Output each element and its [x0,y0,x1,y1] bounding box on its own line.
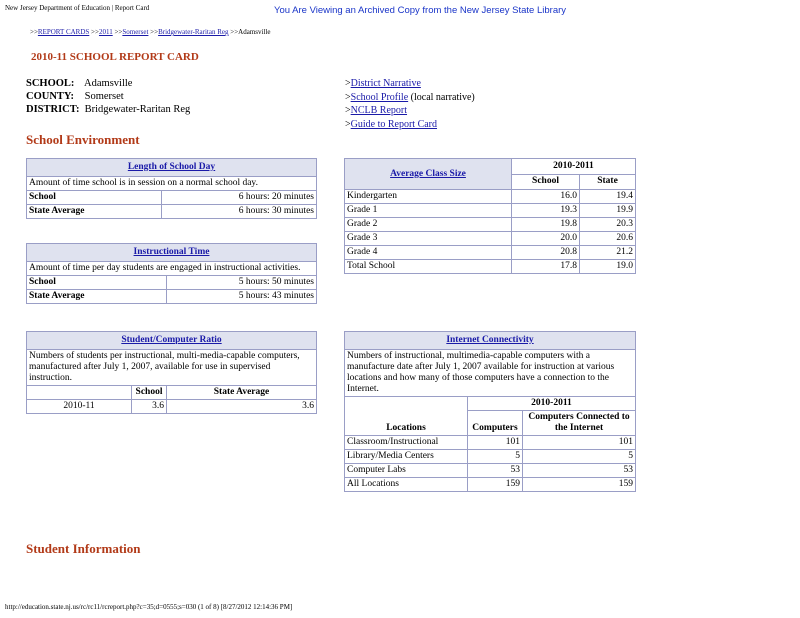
col-school: School [512,174,580,190]
computer-ratio-table [26,331,317,414]
col-state: State [580,174,636,190]
length-of-day-desc: Amount of time school is in session on a normal school day. [27,177,317,191]
table-row: Total School 17.8 19.0 [345,260,636,274]
breadcrumb-year[interactable]: 2011 [98,28,113,36]
school-profile-note: (local narrative) [408,91,475,103]
table-row: Computer Labs 53 53 [345,464,636,478]
class-size-year: 2010-2011 [512,159,636,175]
instructional-time-desc: Amount of time per day students are engaged in instructional activities. [27,262,317,276]
class-size-table [344,158,636,274]
breadcrumb-current: Adamsville [238,28,271,36]
table-row: All Locations 159 159 [345,478,636,492]
length-of-day-table [26,158,317,219]
computer-ratio-desc: Numbers of students per instructional, multi-media-capable computers, manufactured after July 1, 2007, available for use in supervised instruction. [27,350,317,386]
district-name: Bridgewater-Raritan Reg [84,104,191,115]
side-links: >District Narrative >School Profile (local narrative) >NCLB Report >Guide to Report Card [345,78,475,130]
page-footer-url: http://education.state.nj.us/rc/rc11/rcreport.php?c=35;d=0555;s=030 (1 of 8) [8/27/2012 12:14:36 PM] [5,603,293,611]
table-row: 2010-11 3.6 3.6 [27,400,317,414]
county-name: Somerset [84,91,124,102]
nclb-report-link[interactable]: NCLB Report [350,105,408,116]
page-title: 2010-11 SCHOOL REPORT CARD [31,51,199,63]
breadcrumb-county[interactable]: Somerset [122,28,149,36]
computer-ratio-heading[interactable]: Student/Computer Ratio [121,335,222,345]
col-computers: Computers [468,411,523,436]
page-header-text: New Jersey Department of Education | Report Card [5,4,150,12]
breadcrumb: >>REPORT CARDS >>2011 >>Somerset >>Bridgewater-Raritan Reg >>Adamsville [30,28,271,36]
table-row: Grade 2 19.8 20.3 [345,218,636,232]
table-row: Classroom/Instructional 101 101 [345,436,636,450]
instructional-time-table [26,243,317,304]
table-row: School 5 hours: 50 minutes [27,276,317,290]
school-name: Adamsville [84,78,133,89]
school-label: SCHOOL: [26,78,75,89]
breadcrumb-report-cards[interactable]: REPORT CARDS [37,28,90,36]
section-school-environment: School Environment [26,132,140,147]
breadcrumb-district[interactable]: Bridgewater-Raritan Reg [158,28,229,36]
school-info [26,77,190,116]
archive-banner: You Are Viewing an Archived Copy from the New Jersey State Library [274,5,567,16]
col-school: School [132,386,167,400]
table-row: Grade 3 20.0 20.6 [345,232,636,246]
table-row: School 6 hours: 20 minutes [27,191,317,205]
district-label: DISTRICT: [26,104,80,115]
col-locations: Locations [345,397,468,436]
school-profile-link[interactable]: School Profile [350,91,409,103]
table-row: State Average 6 hours: 30 minutes [27,205,317,219]
instructional-time-heading[interactable]: Instructional Time [133,247,210,257]
internet-connectivity-table [344,331,636,492]
table-row: Grade 4 20.8 21.2 [345,246,636,260]
table-row: Library/Media Centers 5 5 [345,450,636,464]
col-state-average: State Average [167,386,317,400]
county-label: COUNTY: [26,91,75,102]
guide-link[interactable]: Guide to Report Card [350,118,438,130]
table-row: Grade 1 19.3 19.9 [345,204,636,218]
length-of-day-heading[interactable]: Length of School Day [127,162,216,172]
internet-connectivity-desc: Numbers of instructional, multimedia-capable computers with a manufacture date after July 1, 2007 available for instruction at various locations and how many of those computers have a connection to the Internet. [345,350,636,397]
section-student-information: Student Information [26,541,141,556]
col-connected: Computers Connected to the Internet [523,411,636,436]
class-size-heading[interactable]: Average Class Size [390,168,466,179]
table-row: Kindergarten 16.0 19.4 [345,190,636,204]
district-narrative-link[interactable]: District Narrative [350,78,421,89]
table-row: State Average 5 hours: 43 minutes [27,290,317,304]
internet-year: 2010-2011 [468,397,636,411]
internet-connectivity-heading[interactable]: Internet Connectivity [446,335,534,345]
